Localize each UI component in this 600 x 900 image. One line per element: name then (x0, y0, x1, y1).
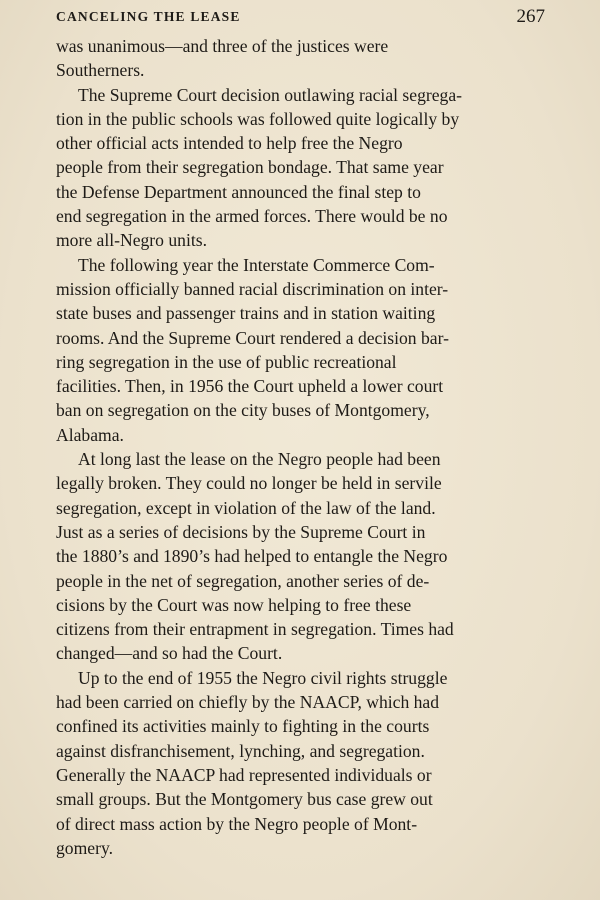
text-line: the Defense Department announced the final step to (56, 181, 421, 202)
text-line: tion in the public schools was followed quite logically by (56, 108, 460, 129)
text-line: against disfranchisement, lynching, and segregation. (56, 740, 425, 761)
paragraph (56, 83, 522, 253)
paragraph (56, 34, 522, 83)
text-line: segregation, except in violation of the law of the land. (56, 497, 436, 518)
text-line: changed—and so had the Court. (56, 643, 283, 664)
text-line: Southerners. (56, 60, 145, 81)
text-line: gomery. (56, 837, 113, 858)
paragraph (56, 666, 522, 860)
text-line: At long last the lease on the Negro people had been (78, 449, 441, 470)
text-line: ring segregation in the use of public recreational (56, 351, 397, 372)
text-line: mission officially banned racial discrimination on inter- (56, 278, 449, 299)
text-line: was unanimous—and three of the justices were (56, 36, 389, 56)
text-line: had been carried on chiefly by the NAACP, which had (56, 692, 440, 713)
text-line: Up to the end of 1955 the Negro civil rights struggle (78, 667, 448, 688)
text-line: rooms. And the Supreme Court rendered a decision bar- (56, 327, 449, 348)
text-line: of direct mass action by the Negro people of Mont- (56, 813, 418, 834)
text-line: The Supreme Court decision outlawing racial segrega- (78, 84, 463, 105)
text-line: Alabama. (56, 424, 124, 445)
paragraph (56, 253, 522, 447)
text-line: people in the net of segregation, another series of de- (56, 570, 430, 591)
text-line: legally broken. They could no longer be held in servile (56, 473, 442, 494)
text-line: facilities. Then, in 1956 the Court upheld a lower court (56, 376, 444, 397)
text-line: the 1880’s and 1890’s had helped to entangle the Negro (56, 546, 448, 567)
text-line: The following year the Interstate Commerce Com- (78, 254, 435, 275)
text-line: state buses and passenger trains and in station waiting (56, 303, 436, 324)
text-line: more all-Negro units. (56, 230, 207, 251)
paragraph (56, 447, 522, 666)
text-line: Just as a series of decisions by the Supreme Court in (56, 521, 426, 542)
body-text (56, 34, 522, 860)
text-line: Generally the NAACP had represented individuals or (56, 764, 432, 785)
text-line: citizens from their entrapment in segregation. Times had (56, 619, 454, 640)
text-line: cisions by the Court was now helping to free these (56, 594, 412, 615)
text-line: other official acts intended to help free the Negro (56, 133, 403, 154)
text-line: small groups. But the Montgomery bus case grew out (56, 789, 433, 810)
page-header (56, 6, 545, 30)
text-line: people from their segregation bondage. That same year (56, 157, 444, 178)
running-head: CANCELING THE LEASE (56, 9, 241, 24)
text-line: confined its activities mainly to fighting in the courts (56, 716, 430, 737)
text-line: ban on segregation on the city buses of Montgomery, (56, 400, 430, 421)
text-line: end segregation in the armed forces. There would be no (56, 206, 448, 227)
page-number: 267 (516, 6, 545, 27)
